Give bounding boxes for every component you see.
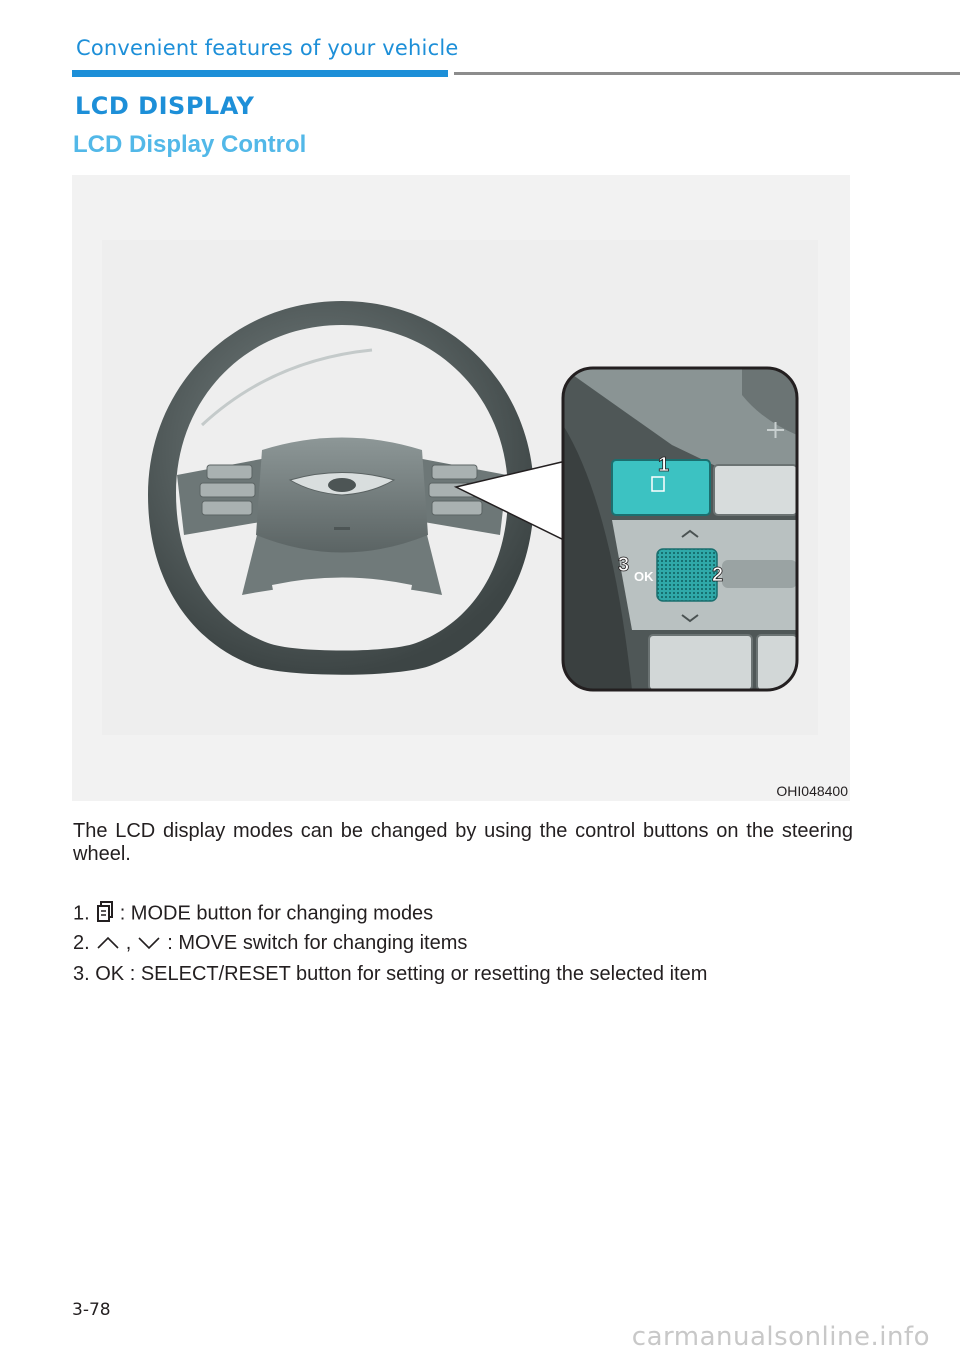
page-number: 3-78 [72,1300,111,1320]
item-text: : MODE button for changing modes [119,902,434,925]
chevron-down-icon [137,932,161,956]
item-number: 2. [73,932,90,954]
chapter-title: Convenient features of your vehicle [76,36,459,60]
airbag-hub [256,438,428,553]
item-separator: , [125,932,132,954]
list-item-select [73,962,707,986]
figure-code: OHI048400 [776,783,848,799]
item-number: 3. [73,963,90,985]
section-title: LCD DISPLAY [75,92,255,120]
list-item-move [73,931,467,956]
switch-detail-inset [563,368,797,690]
mode-icon [96,900,114,928]
steering-wheel-figure [72,175,850,801]
ok-label: OK [634,569,654,584]
callout-3: 3 [618,554,630,576]
header-rule [454,72,960,75]
subsection-title: LCD Display Control [73,131,307,158]
steering-wheel-illustration [72,175,850,801]
left-switch-cluster [200,465,255,515]
item-number: 1. [73,902,90,925]
chevron-up-icon [96,932,120,956]
intro-paragraph: The LCD display modes can be changed by using the control buttons on the steering wheel. [73,820,853,865]
item-text: : MOVE switch for changing items [167,932,468,954]
callout-2: 2 [712,564,724,586]
callout-1: 1 [658,454,670,476]
watermark: carmanualsonline.info [631,1322,930,1352]
header-accent-bar [72,70,448,77]
item-text: OK : SELECT/RESET button for setting or resetting the selected item [95,963,708,985]
list-item-mode [73,900,433,928]
